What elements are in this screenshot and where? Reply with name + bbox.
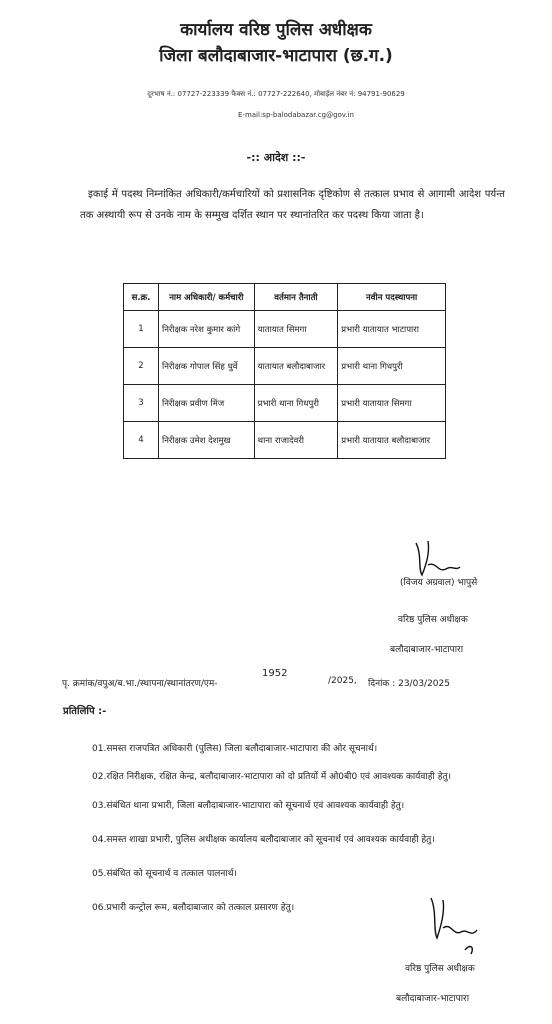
signatory-designation: वरिष्ठ पुलिस अधीक्षक bbox=[398, 615, 468, 625]
cell-name: निरीक्षक उमेश देशमुख bbox=[159, 422, 255, 459]
cell-new-posting: प्रभारी थाना गिधपुरी bbox=[338, 348, 446, 385]
copy-item: 01.समस्त राजपत्रित अधिकारी (पुलिस) जिला बलौदाबाजार-भाटापारा की ओर सूचनार्थ। bbox=[92, 744, 378, 754]
signature-scribble bbox=[425, 890, 485, 960]
table-header-row bbox=[124, 284, 446, 311]
cell-name: निरीक्षक नरेश कुमार कांगे bbox=[159, 311, 255, 348]
contact-line: दूरभाष नं.: 07727-223339 फैक्स नं.: 07727-222640, मोबाईल नंबर नं: 94791-90629 bbox=[147, 90, 405, 98]
header-new-posting: नवीन पदस्थापना bbox=[338, 284, 446, 311]
copy-label: प्रतिलिपि :- bbox=[63, 706, 107, 717]
copy-item: 05.संबंधित को सूचनार्थ व तत्काल पालनार्थ। bbox=[92, 869, 237, 879]
copy-item: 02.रक्षित निरीक्षक, रक्षित केन्द्र, बलौदाबाजार-भाटापारा को दो प्रतियों में ओ0बी0 एवं आवश्यक कार्यवाही हेतु। bbox=[92, 772, 452, 782]
cell-serial: 1 bbox=[124, 311, 159, 348]
copy-item: 04.समस्त शाखा प्रभारी, पुलिस अधीक्षक कार्यालय बलौदाबाजार को सूचनार्थ एवं आवश्यक कार्यवाही हेतु। bbox=[92, 835, 435, 845]
cell-current-posting: यातायात बलौदाबाजार bbox=[254, 348, 338, 385]
table-row bbox=[124, 311, 446, 348]
header-serial: स.क्र. bbox=[124, 284, 159, 311]
cell-serial: 2 bbox=[124, 348, 159, 385]
cell-name: निरीक्षक प्रवीण मिंज bbox=[159, 385, 255, 422]
cell-new-posting: प्रभारी यातायात भाटापारा bbox=[338, 311, 446, 348]
reference-number: 1952 bbox=[262, 668, 288, 679]
order-heading: -:: आदेश ::- bbox=[246, 151, 306, 164]
cell-name: निरीक्षक गोपाल सिंह धुर्वे bbox=[159, 348, 255, 385]
cell-current-posting: प्रभारी थाना गिधपुरी bbox=[254, 385, 338, 422]
copy-item: 06.प्रभारी कन्ट्रोल रूम, बलौदाबाजार को तत्काल प्रसारण हेतु। bbox=[92, 903, 295, 913]
signatory-name: (विजय अग्रवाल) भापुसे bbox=[400, 578, 478, 588]
cell-new-posting: प्रभारी यातायात बलौदाबाजार bbox=[338, 422, 446, 459]
signatory-place: बलौदाबाजार-भाटापारा bbox=[396, 994, 470, 1004]
reference-year: /2025, bbox=[328, 676, 357, 686]
cell-current-posting: थाना राजादेवरी bbox=[254, 422, 338, 459]
district-title: जिला बलौदाबाजार-भाटापारा (छ.ग.) bbox=[159, 46, 393, 66]
signature-scribble bbox=[408, 535, 468, 580]
header-current-posting: वर्तमान तैनाती bbox=[254, 284, 338, 311]
signatory-designation: वरिष्ठ पुलिस अधीक्षक bbox=[405, 964, 475, 974]
copy-item: 03.संबंधित थाना प्रभारी, जिला बलौदाबाजार-भाटापारा को सूचनार्थ एवं आवश्यक कार्यवाही हेतु। bbox=[92, 801, 405, 811]
table-row bbox=[124, 422, 446, 459]
transfer-table bbox=[123, 283, 446, 459]
reference-date: दिनांक : 23/03/2025 bbox=[368, 679, 450, 689]
cell-serial: 3 bbox=[124, 385, 159, 422]
order-body: इकाई में पदस्थ निम्नांकित अधिकारी/कर्मचारियों को प्रशासनिक दृष्टिकोण से तत्काल प्रभाव से आगामी आदेश पर्यन्त तक अस्थायी रूप से उनके नाम के सम्मुख दर्शित स्थान पर स्थानांतरित कर पदस्थ किया जाता है। bbox=[80, 189, 505, 221]
header-name: नाम अधिकारी/ कर्मचारी bbox=[159, 284, 255, 311]
cell-serial: 4 bbox=[124, 422, 159, 459]
table-row bbox=[124, 385, 446, 422]
signatory-place: बलौदाबाजार-भाटापारा bbox=[390, 645, 464, 655]
cell-new-posting: प्रभारी यातायात सिमगा bbox=[338, 385, 446, 422]
email-line: E-mail:sp-balodabazar.cg@gov.in bbox=[238, 111, 354, 119]
cell-current-posting: यातायात सिमगा bbox=[254, 311, 338, 348]
reference-number-prefix: पृ. क्रमांक/वपुअ/ब.भा./स्थापना/स्थानांतरण/एम- bbox=[62, 679, 218, 689]
table-row bbox=[124, 348, 446, 385]
office-title: कार्यालय वरिष्ठ पुलिस अधीक्षक bbox=[180, 20, 372, 40]
